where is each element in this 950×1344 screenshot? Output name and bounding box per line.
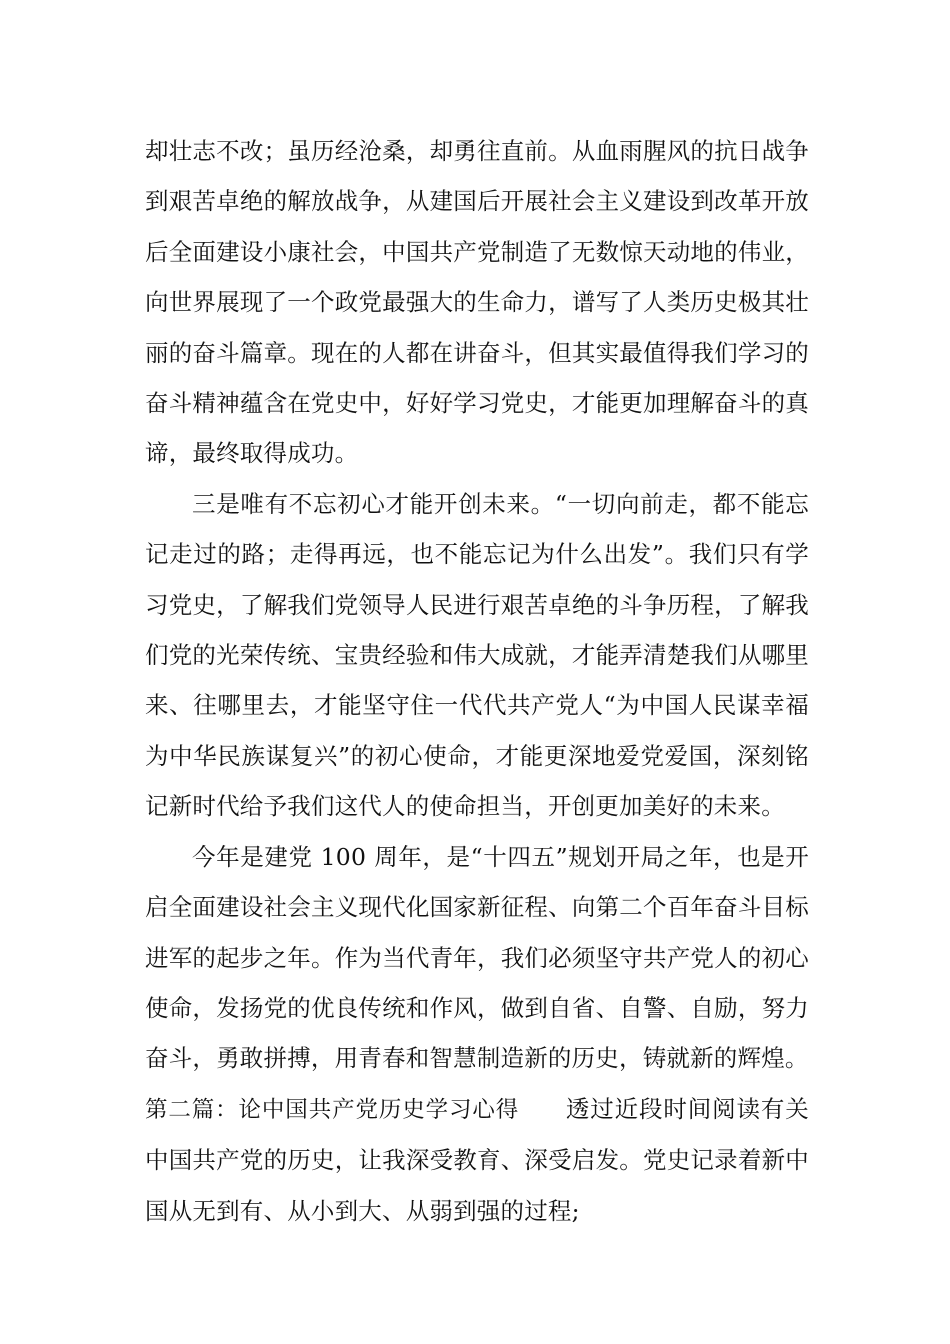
paragraph-original-aspiration: 三是唯有不忘初心才能开创未来。“一切向前走，都不能忘记走过的路；走得再远，也不能忘记为什么出发”。我们只有学习党史，了解我们党领导人民进行艰苦卓绝的斗争历程，了解我们党的光荣传统、宝贵经验和伟大成就，才能弄清楚我们从哪里来、往哪里去，才能坚守住一代代共产党人“为中国人民谋幸福为中华民族谋复兴”的初心使命，才能更深地爱党爱国，深刻铭记新时代给予我们这代人的使命担当，开创更加美好的未来。: [145, 489, 809, 821]
paragraph-centenary: 今年是建党 100 周年，是“十四五”规划开局之年，也是开启全面建设社会主义现代化国家新征程、向第二个百年奋斗目标进军的起步之年。作为当代青年，我们必须坚守共产党人的初心使命，发扬党的优良传统和作风，做到自省、自警、自励，努力奋斗，勇敢拼搏，用青春和智慧制造新的历史，铸就新的辉煌。: [145, 842, 809, 1073]
section-body-text: 透过近段时间阅读有关中国共产党的历史，让我深受教育、深受启发。党史记录着新中国从无到有、从小到大、从弱到强的过程;: [145, 1094, 810, 1225]
section-two: [145, 1084, 809, 1236]
paragraph-struggle: 却壮志不改；虽历经沧桑，却勇往直前。从血雨腥风的抗日战争到艰苦卓绝的解放战争，从建国后开展社会主义建设到改革开放后全面建设小康社会，中国共产党制造了无数惊天动地的伟业，向世界展现了一个政党最强大的生命力，谱写了人类历史极其壮丽的奋斗篇章。现在的人都在讲奋斗，但其实最值得我们学习的奋斗精神蕴含在党史中，好好学习党史，才能更加理解奋斗的真谛，最终取得成功。: [145, 137, 809, 468]
section-heading: 第二篇：论中国共产党历史学习心得: [145, 1096, 520, 1123]
document-page: [145, 126, 809, 1236]
